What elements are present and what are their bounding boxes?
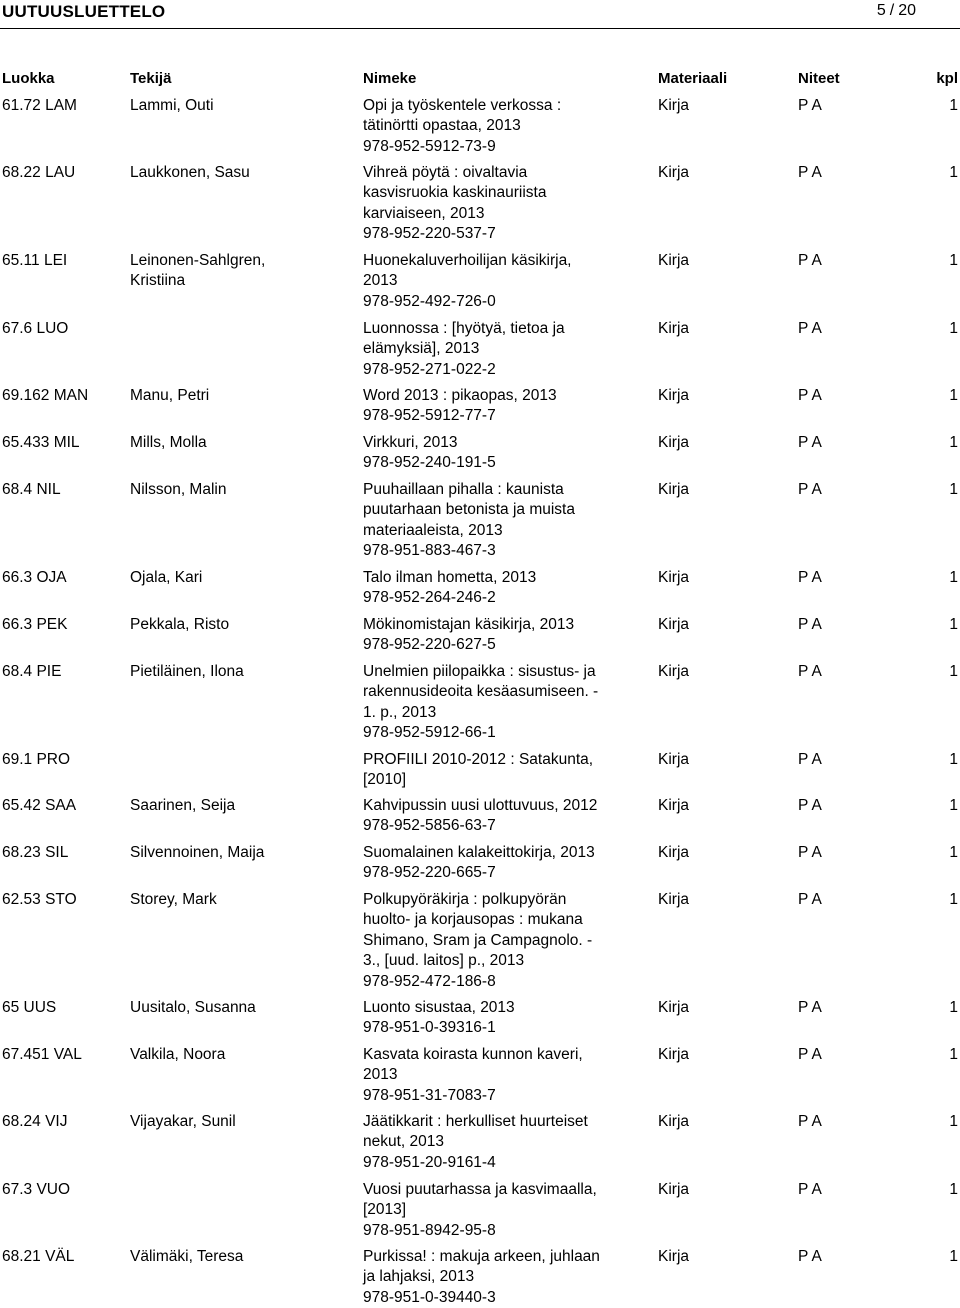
title: Jäätikkarit : herkulliset huurteiset nekut, 2013 978-951-20-9161-4	[363, 1113, 588, 1171]
author: Pekkala, Risto	[130, 616, 230, 633]
title: PROFIILI 2010-2012 : Satakunta, [2010]	[363, 751, 594, 789]
title: Kasvata koirasta kunnon kaveri, 2013 978-951-31-7083-7	[363, 1046, 583, 1104]
count: 1	[949, 252, 958, 269]
class-code: 66.3 PEK	[2, 616, 68, 633]
class-code: 62.53 STO	[2, 891, 77, 908]
count: 1	[949, 751, 958, 768]
class-code: 65.11 LEI	[2, 252, 68, 269]
count: 1	[949, 663, 958, 680]
author: Valkila, Noora	[130, 1046, 226, 1063]
material: Kirja	[658, 164, 690, 181]
material: Kirja	[658, 320, 690, 337]
copies-location: P A	[798, 1181, 822, 1198]
title: Opi ja työskentele verkossa : tätinörtti opastaa, 2013 978-952-5912-73-9	[363, 97, 562, 155]
current-page: 5	[876, 2, 886, 19]
class-code: 69.162 MAN	[2, 387, 89, 404]
class-code: 68.23 SIL	[2, 844, 69, 861]
count: 1	[949, 616, 958, 633]
isbn: 978-952-220-627-5	[363, 636, 496, 654]
author: Storey, Mark	[130, 891, 217, 908]
page-number	[877, 2, 916, 20]
material: Kirja	[658, 1248, 690, 1265]
count: 1	[949, 1046, 958, 1063]
column-header-kpl: kpl	[936, 70, 958, 87]
copies-location: P A	[798, 751, 822, 768]
title: Kahvipussin uusi ulottuvuus, 2012 978-952-5856-63-7	[363, 797, 598, 835]
count: 1	[949, 97, 958, 114]
title: Suomalainen kalakeittokirja, 2013 978-952-220-665-7	[363, 844, 595, 882]
copies-location: P A	[798, 663, 822, 680]
count: 1	[949, 797, 958, 814]
title: Word 2013 : pikaopas, 2013 978-952-5912-77-7	[363, 387, 557, 425]
copies-location: P A	[798, 320, 822, 337]
count: 1	[949, 844, 958, 861]
count: 1	[949, 434, 958, 451]
count: 1	[949, 1113, 958, 1130]
count: 1	[949, 999, 958, 1016]
total-pages: 20	[898, 2, 916, 19]
column-header-tekija: Tekijä	[130, 70, 172, 87]
header-divider	[0, 28, 960, 29]
class-code: 67.6 LUO	[2, 320, 69, 337]
isbn: 978-951-20-9161-4	[363, 1153, 496, 1171]
class-code: 68.24 VIJ	[2, 1113, 68, 1130]
copies-location: P A	[798, 569, 822, 586]
class-code: 68.4 PIE	[2, 663, 62, 680]
isbn: 978-951-0-39316-1	[363, 1019, 496, 1037]
isbn: 978-951-8942-95-8	[363, 1221, 496, 1239]
title: Puuhaillaan pihalla : kaunista puutarhaan betonista ja muista materiaaleista, 2013 978-951-883-467-3	[363, 481, 575, 560]
class-code: 69.1 PRO	[2, 751, 71, 768]
isbn: 978-952-264-246-2	[363, 589, 496, 607]
copies-location: P A	[798, 999, 822, 1016]
copies-location: P A	[798, 481, 822, 498]
column-header-niteet: Niteet	[798, 70, 840, 87]
count: 1	[949, 1248, 958, 1265]
class-code: 65.42 SAA	[2, 797, 77, 814]
title: Huonekaluverhoilijan käsikirja, 2013 978-952-492-726-0	[363, 252, 572, 310]
class-code: 66.3 OJA	[2, 569, 67, 586]
author: Nilsson, Malin	[130, 481, 227, 498]
material: Kirja	[658, 751, 690, 768]
copies-location: P A	[798, 164, 822, 181]
column-headers	[0, 70, 960, 90]
author: Manu, Petri	[130, 387, 210, 404]
class-code: 61.72 LAM	[2, 97, 77, 114]
count: 1	[949, 164, 958, 181]
material: Kirja	[658, 797, 690, 814]
isbn: 978-952-5912-66-1	[363, 724, 496, 742]
isbn: 978-952-5912-77-7	[363, 407, 496, 425]
isbn: 978-951-0-39440-3	[363, 1288, 496, 1306]
column-header-luokka: Luokka	[2, 70, 55, 87]
class-code: 67.451 VAL	[2, 1046, 82, 1063]
class-code: 65.433 MIL	[2, 434, 80, 451]
isbn: 978-952-472-186-8	[363, 972, 496, 990]
material: Kirja	[658, 252, 690, 269]
author: Mills, Molla	[130, 434, 207, 451]
author: Välimäki, Teresa	[130, 1248, 244, 1265]
material: Kirja	[658, 844, 690, 861]
page-header	[0, 0, 960, 28]
count: 1	[949, 569, 958, 586]
copies-location: P A	[798, 844, 822, 861]
isbn: 978-952-5912-73-9	[363, 137, 496, 155]
title: Vihreä pöytä : oivaltavia kasvisruokia kaskinauriista karviaiseen, 2013 978-952-220-537-7	[363, 164, 547, 243]
isbn: 978-951-883-467-3	[363, 542, 496, 560]
material: Kirja	[658, 569, 690, 586]
material: Kirja	[658, 387, 690, 404]
copies-location: P A	[798, 616, 822, 633]
author: Saarinen, Seija	[130, 797, 236, 814]
class-code: 65 UUS	[2, 999, 57, 1016]
material: Kirja	[658, 1181, 690, 1198]
title: Vuosi puutarhassa ja kasvimaalla, [2013] 978-951-8942-95-8	[363, 1181, 597, 1239]
isbn: 978-952-271-022-2	[363, 360, 496, 378]
copies-location: P A	[798, 252, 822, 269]
copies-location: P A	[798, 1248, 822, 1265]
isbn: 978-951-31-7083-7	[363, 1086, 496, 1104]
author: Pietiläinen, Ilona	[130, 663, 244, 680]
material: Kirja	[658, 434, 690, 451]
author: Vijayakar, Sunil	[130, 1113, 236, 1130]
title: Luonto sisustaa, 2013 978-951-0-39316-1	[363, 999, 515, 1037]
author: Uusitalo, Susanna	[130, 999, 256, 1016]
material: Kirja	[658, 663, 690, 680]
author: Laukkonen, Sasu	[130, 164, 250, 181]
title: Talo ilman hometta, 2013 978-952-264-246-2	[363, 569, 537, 607]
material: Kirja	[658, 481, 690, 498]
page-title: UUTUUSLUETTELO	[2, 2, 166, 21]
isbn: 978-952-220-537-7	[363, 225, 496, 243]
page-separator: /	[889, 2, 895, 19]
author: Ojala, Kari	[130, 569, 203, 586]
isbn: 978-952-492-726-0	[363, 292, 496, 310]
title: Polkupyöräkirja : polkupyörän huolto- ja korjausopas : mukana Shimano, Sram ja Campagnolo. - 3., [uud. laitos] p., 2013 978-952-472-186-8	[363, 891, 593, 990]
title: Virkkuri, 2013 978-952-240-191-5	[363, 434, 496, 472]
count: 1	[949, 891, 958, 908]
count: 1	[949, 387, 958, 404]
title: Purkissa! : makuja arkeen, juhlaan ja lahjaksi, 2013 978-951-0-39440-3	[363, 1248, 600, 1306]
author: Silvennoinen, Maija	[130, 844, 265, 861]
class-code: 68.22 LAU	[2, 164, 76, 181]
title: Unelmien piilopaikka : sisustus- ja rakennusideoita kesäasumiseen. - 1. p., 2013 978-952-5912-66-1	[363, 663, 599, 742]
count: 1	[949, 320, 958, 337]
material: Kirja	[658, 1046, 690, 1063]
material: Kirja	[658, 616, 690, 633]
title: Mökinomistajan käsikirja, 2013 978-952-220-627-5	[363, 616, 575, 654]
copies-location: P A	[798, 387, 822, 404]
material: Kirja	[658, 999, 690, 1016]
copies-location: P A	[798, 891, 822, 908]
copies-location: P A	[798, 1046, 822, 1063]
isbn: 978-952-220-665-7	[363, 864, 496, 882]
count: 1	[949, 1181, 958, 1198]
material: Kirja	[658, 891, 690, 908]
isbn: 978-952-5856-63-7	[363, 817, 496, 835]
author: Leinonen-Sahlgren, Kristiina	[130, 252, 266, 290]
class-code: 68.21 VÄL	[2, 1248, 75, 1265]
material: Kirja	[658, 1113, 690, 1130]
class-code: 68.4 NIL	[2, 481, 61, 498]
column-header-nimeke: Nimeke	[363, 70, 417, 87]
material: Kirja	[658, 97, 690, 114]
copies-location: P A	[798, 1113, 822, 1130]
column-header-materiaali: Materiaali	[658, 70, 728, 87]
title: Luonnossa : [hyötyä, tietoa ja elämyksiä], 2013 978-952-271-022-2	[363, 320, 565, 378]
copies-location: P A	[798, 97, 822, 114]
author: Lammi, Outi	[130, 97, 214, 114]
copies-location: P A	[798, 434, 822, 451]
isbn: 978-952-240-191-5	[363, 454, 496, 472]
count: 1	[949, 481, 958, 498]
class-code: 67.3 VUO	[2, 1181, 71, 1198]
copies-location: P A	[798, 797, 822, 814]
